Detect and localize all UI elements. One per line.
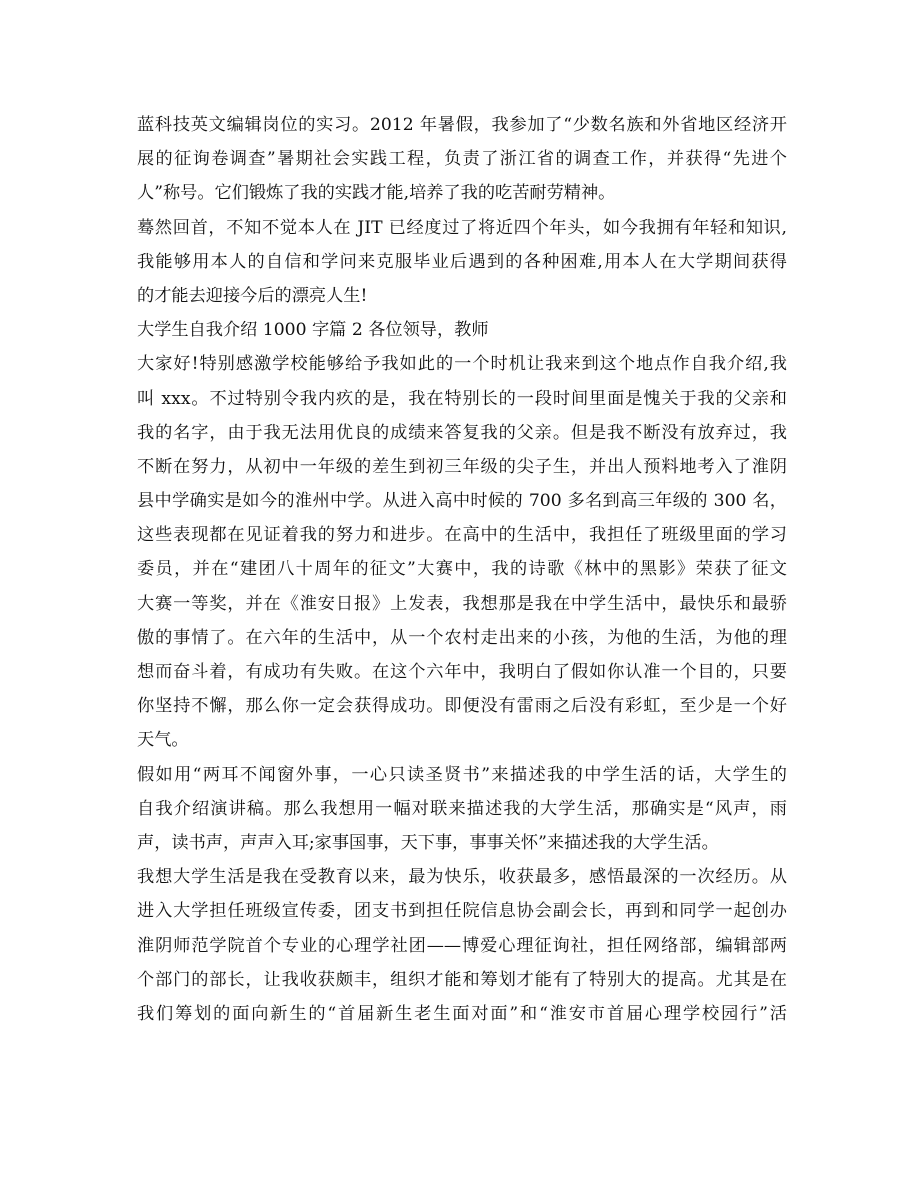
text-line: 蓦然回首，不知不觉本人在 JIT 已经度过了将近四个年头，如今我拥有年轻和知识, — [137, 217, 787, 238]
text-line: 委员，并在“建团八十周年的征文”大赛中，我的诗歌《林中的黑影》荣获了征文 — [137, 559, 787, 580]
text-line: 假如用“两耳不闻窗外事，一心只读圣贤书”来描述我的中学生活的话，大学生的 — [137, 764, 787, 785]
text-line: 大学生自我介绍 1000 字篇 2 各位领导，教师 — [137, 320, 489, 341]
text-line: 展的征询卷调查”暑期社会实践工程，负责了浙江省的调查工作，并获得“先进个 — [137, 149, 787, 170]
text-line: 傲的事情了。在六年的生活中，从一个农村走出来的小孩，为他的生活，为他的理 — [137, 627, 787, 648]
text-line: 蓝科技英文编辑岗位的实习。2012 年暑假，我参加了“少数名族和外省地区经济开 — [137, 115, 787, 135]
text-line: 我想大学生活是我在受教育以来，最为快乐，收获最多，感悟最深的一次经历。从 — [137, 867, 787, 888]
text-line: 叫 xxx。不过特别令我内疚的是，我在特别长的一段时间里面是愧关于我的父亲和 — [137, 388, 787, 409]
text-line: 自我介绍演讲稿。那么我想用一幅对联来描述我的大学生活，那确实是“风声，雨 — [137, 798, 787, 819]
text-line: 大赛一等奖，并在《淮安日报》上发表，我想那是我在中学生活中，最快乐和最骄 — [137, 593, 787, 614]
text-line: 大家好!特别感激学校能够给予我如此的一个时机让我来到这个地点作自我介绍,我 — [137, 354, 787, 375]
text-line: 天气。 — [137, 730, 189, 751]
text-line: 声，读书声，声声入耳;家事国事，天下事，事事关怀”来描述我的大学生活。 — [137, 832, 719, 853]
text-line: 个部门的部长，让我收获颇丰，组织才能和筹划才能有了特别大的提高。尤其是在 — [137, 969, 787, 990]
text-line: 县中学确实是如今的淮州中学。从进入高中时候的 700 多名到高三年级的 300 名， — [137, 491, 787, 512]
text-line: 我能够用本人的自信和学问来克服毕业后遇到的各种困难,用本人在大学期间获得 — [137, 251, 787, 272]
text-line: 淮阴师范学院首个专业的心理学社团——博爱心理征询社，担任网络部，编辑部两 — [137, 935, 787, 956]
text-line: 进入大学担任班级宣传委，团支书到担任院信息协会副会长，再到和同学一起创办 — [137, 901, 787, 922]
text-line: 你坚持不懈，那么你一定会获得成功。即便没有雷雨之后没有彩虹，至少是一个好 — [137, 696, 787, 717]
text-line: 不断在努力，从初中一年级的差生到初三年级的尖子生，并出人预料地考入了淮阴 — [137, 456, 787, 477]
text-line: 我的名字，由于我无法用优良的成绩来答复我的父亲。但是我不断没有放弃过，我 — [137, 422, 787, 443]
text-line: 这些表现都在见证着我的努力和进步。在高中的生活中，我担任了班级里面的学习 — [137, 525, 787, 546]
document-body — [137, 108, 787, 1031]
text-line: 想而奋斗着，有成功有失败。在这个六年中，我明白了假如你认准一个目的，只要 — [137, 662, 787, 682]
text-line: 我们筹划的面向新生的“首届新生老生面对面”和“淮安市首届心理学校园行”活 — [137, 1003, 787, 1024]
text-line: 人”称号。它们锻炼了我的实践才能,培养了我的吃苦耐劳精神。 — [137, 183, 616, 204]
text-line: 的才能去迎接今后的漂亮人生! — [137, 285, 368, 306]
